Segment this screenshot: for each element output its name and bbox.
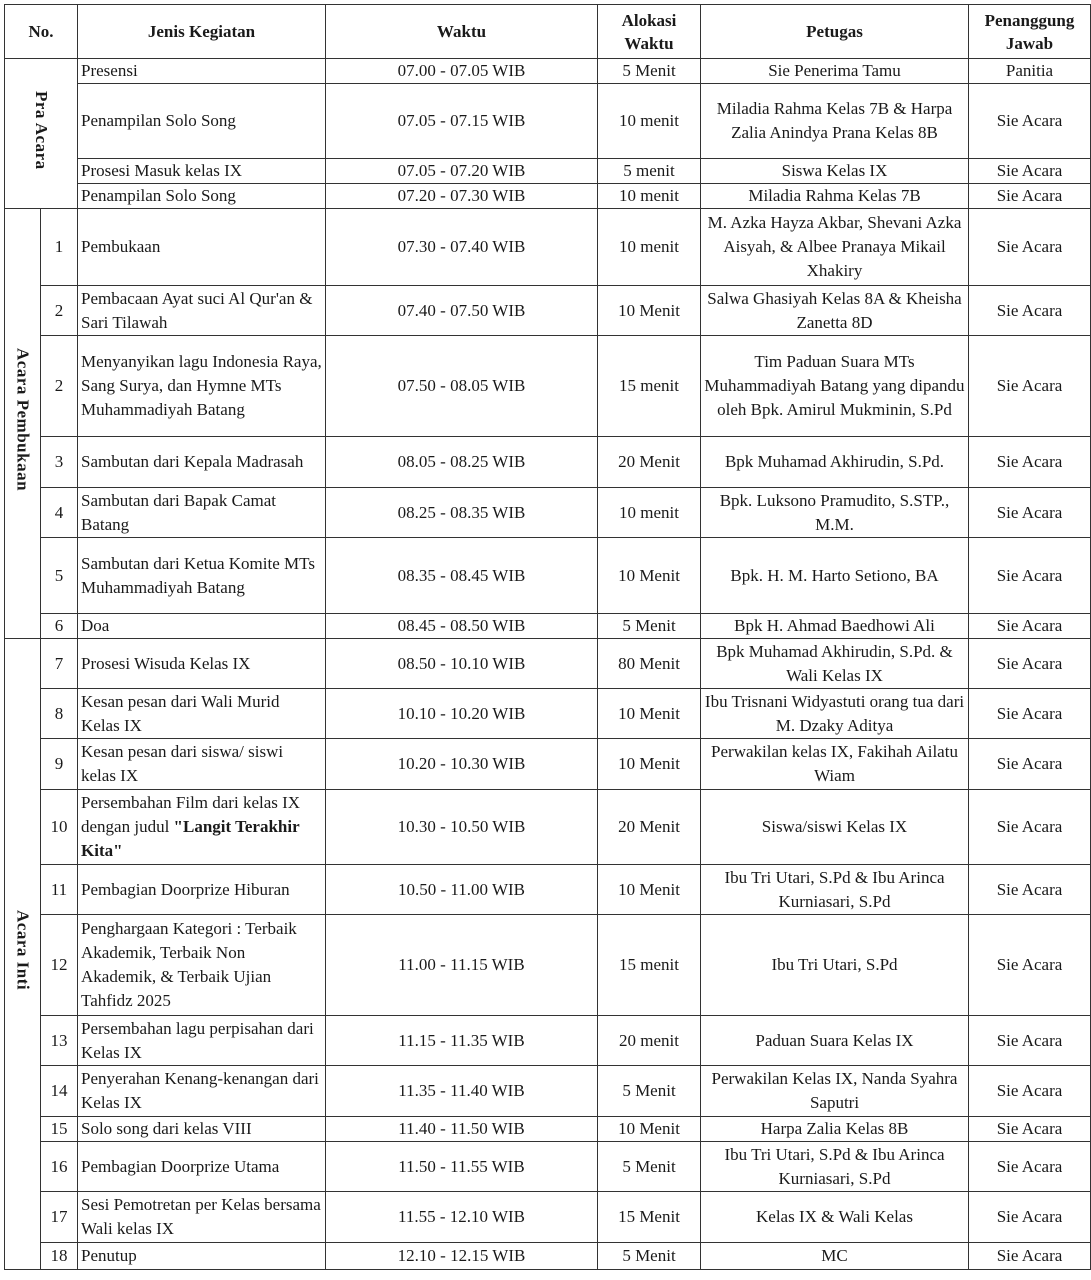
table-row <box>5 1142 1091 1192</box>
activity-cell: Penghargaan Kategori : Terbaik Akademik, Terbaik Non Akademik, & Terbaik Ujian Tahfidz 2025 <box>78 915 326 1016</box>
activity-cell: Menyanyikan lagu Indonesia Raya, Sang Surya, dan Hymne MTs Muhammadiyah Batang <box>78 336 326 437</box>
table-row <box>5 1243 1091 1270</box>
activity-cell: Doa <box>78 614 326 639</box>
section-acara-inti <box>5 639 41 1270</box>
allocation-cell: 15 menit <box>598 915 701 1016</box>
responsible-cell: Sie Acara <box>969 739 1091 790</box>
allocation-cell: 5 Menit <box>598 1142 701 1192</box>
allocation-cell: 10 Menit <box>598 538 701 614</box>
officer-cell: Ibu Trisnani Widyastuti orang tua dari M. Dzaky Aditya <box>701 689 969 739</box>
header-activity: Jenis Kegiatan <box>78 5 326 59</box>
responsible-cell: Sie Acara <box>969 1016 1091 1066</box>
activity-cell: Penutup <box>78 1243 326 1270</box>
table-row <box>5 1066 1091 1117</box>
table-row <box>5 59 1091 84</box>
officer-cell: MC <box>701 1243 969 1270</box>
header-allocation <box>598 5 701 59</box>
table-row <box>5 209 1091 286</box>
activity-cell: Penampilan Solo Song <box>78 184 326 209</box>
allocation-cell: 10 Menit <box>598 286 701 336</box>
row-number: 10 <box>41 790 78 865</box>
time-cell: 12.10 - 12.15 WIB <box>326 1243 598 1270</box>
table-row <box>5 689 1091 739</box>
officer-cell: Miladia Rahma Kelas 7B <box>701 184 969 209</box>
responsible-cell: Sie Acara <box>969 1066 1091 1117</box>
responsible-cell: Sie Acara <box>969 184 1091 209</box>
officer-cell: Bpk. H. M. Harto Setiono, BA <box>701 538 969 614</box>
responsible-cell: Panitia <box>969 59 1091 84</box>
row-number: 15 <box>41 1117 78 1142</box>
allocation-cell: 10 Menit <box>598 689 701 739</box>
allocation-cell: 10 menit <box>598 209 701 286</box>
row-number: 1 <box>41 209 78 286</box>
responsible-cell: Sie Acara <box>969 286 1091 336</box>
allocation-cell: 15 Menit <box>598 1192 701 1243</box>
time-cell: 11.15 - 11.35 WIB <box>326 1016 598 1066</box>
row-number: 2 <box>41 286 78 336</box>
allocation-cell: 5 Menit <box>598 1066 701 1117</box>
activity-cell: Pembacaan Ayat suci Al Qur'an & Sari Tilawah <box>78 286 326 336</box>
officer-cell: Bpk Muhamad Akhirudin, S.Pd. <box>701 437 969 488</box>
responsible-cell: Sie Acara <box>969 488 1091 538</box>
header-allocation-line1: Alokasi <box>621 10 677 30</box>
responsible-cell: Sie Acara <box>969 1142 1091 1192</box>
officer-cell: Perwakilan kelas IX, Fakihah Ailatu Wiam <box>701 739 969 790</box>
row-number: 4 <box>41 488 78 538</box>
table-row <box>5 286 1091 336</box>
header-no: No. <box>5 5 78 59</box>
time-cell: 08.05 - 08.25 WIB <box>326 437 598 488</box>
activity-cell: Pembagian Doorprize Utama <box>78 1142 326 1192</box>
allocation-cell: 5 menit <box>598 159 701 184</box>
time-cell: 10.10 - 10.20 WIB <box>326 689 598 739</box>
allocation-cell: 20 Menit <box>598 790 701 865</box>
table-row <box>5 915 1091 1016</box>
table-row <box>5 538 1091 614</box>
table-row <box>5 639 1091 689</box>
time-cell: 08.35 - 08.45 WIB <box>326 538 598 614</box>
section-label: Acara Pembukaan <box>13 348 33 492</box>
officer-cell: Siswa Kelas IX <box>701 159 969 184</box>
section-acara-pembukaan <box>5 209 41 639</box>
header-row <box>5 5 1091 59</box>
time-cell: 07.20 - 07.30 WIB <box>326 184 598 209</box>
activity-cell: Kesan pesan dari Wali Murid Kelas IX <box>78 689 326 739</box>
film-title: "Langit Terakhir Kita" <box>81 817 300 860</box>
officer-cell: Paduan Suara Kelas IX <box>701 1016 969 1066</box>
section-pra-acara <box>5 59 78 209</box>
activity-cell: Sambutan dari Bapak Camat Batang <box>78 488 326 538</box>
officer-cell: Siswa/siswi Kelas IX <box>701 790 969 865</box>
officer-cell: Harpa Zalia Kelas 8B <box>701 1117 969 1142</box>
allocation-cell: 20 menit <box>598 1016 701 1066</box>
activity-cell: Kesan pesan dari siswa/ siswi kelas IX <box>78 739 326 790</box>
row-number: 14 <box>41 1066 78 1117</box>
time-cell: 11.50 - 11.55 WIB <box>326 1142 598 1192</box>
row-number: 16 <box>41 1142 78 1192</box>
activity-text: Persembahan Film dari kelas IX dengan judul <box>81 793 301 836</box>
table-row <box>5 336 1091 437</box>
time-cell: 11.55 - 12.10 WIB <box>326 1192 598 1243</box>
responsible-cell: Sie Acara <box>969 84 1091 159</box>
time-cell: 10.20 - 10.30 WIB <box>326 739 598 790</box>
officer-cell: Bpk. Luksono Pramudito, S.STP., M.M. <box>701 488 969 538</box>
responsible-cell: Sie Acara <box>969 790 1091 865</box>
section-label: Pra Acara <box>32 90 51 170</box>
table-row <box>5 84 1091 159</box>
activity-cell: Sesi Pemotretan per Kelas bersama Wali kelas IX <box>78 1192 326 1243</box>
header-officer: Petugas <box>701 5 969 59</box>
row-number: 18 <box>41 1243 78 1270</box>
officer-cell: Ibu Tri Utari, S.Pd & Ibu Arinca Kurniasari, S.Pd <box>701 865 969 915</box>
allocation-cell: 10 Menit <box>598 865 701 915</box>
responsible-cell: Sie Acara <box>969 614 1091 639</box>
allocation-cell: 10 Menit <box>598 739 701 790</box>
row-number: 12 <box>41 915 78 1016</box>
header-responsible-line1: Penanggung <box>984 10 1075 30</box>
activity-cell: Pembukaan <box>78 209 326 286</box>
row-number: 6 <box>41 614 78 639</box>
table-row <box>5 865 1091 915</box>
table-row <box>5 1117 1091 1142</box>
row-number: 11 <box>41 865 78 915</box>
allocation-cell: 10 menit <box>598 84 701 159</box>
table-row <box>5 184 1091 209</box>
allocation-cell: 5 Menit <box>598 614 701 639</box>
allocation-cell: 5 Menit <box>598 1243 701 1270</box>
responsible-cell: Sie Acara <box>969 689 1091 739</box>
activity-cell: Prosesi Wisuda Kelas IX <box>78 639 326 689</box>
time-cell: 07.50 - 08.05 WIB <box>326 336 598 437</box>
officer-cell: Ibu Tri Utari, S.Pd & Ibu Arinca Kurniasari, S.Pd <box>701 1142 969 1192</box>
time-cell: 10.50 - 11.00 WIB <box>326 865 598 915</box>
activity-cell: Sambutan dari Ketua Komite MTs Muhammadiyah Batang <box>78 538 326 614</box>
table-row <box>5 159 1091 184</box>
table-row <box>5 614 1091 639</box>
allocation-cell: 10 Menit <box>598 1117 701 1142</box>
activity-cell: Penyerahan Kenang-kenangan dari Kelas IX <box>78 1066 326 1117</box>
allocation-cell: 80 Menit <box>598 639 701 689</box>
officer-cell: Tim Paduan Suara MTs Muhammadiyah Batang yang dipandu oleh Bpk. Amirul Mukminin, S.Pd <box>701 336 969 437</box>
time-cell: 08.45 - 08.50 WIB <box>326 614 598 639</box>
activity-cell <box>78 790 326 865</box>
responsible-cell: Sie Acara <box>969 336 1091 437</box>
row-number: 2 <box>41 336 78 437</box>
responsible-cell: Sie Acara <box>969 159 1091 184</box>
row-number: 8 <box>41 689 78 739</box>
time-cell: 07.05 - 07.20 WIB <box>326 159 598 184</box>
header-time: Waktu <box>326 5 598 59</box>
time-cell: 08.25 - 08.35 WIB <box>326 488 598 538</box>
table-row <box>5 790 1091 865</box>
responsible-cell: Sie Acara <box>969 639 1091 689</box>
responsible-cell: Sie Acara <box>969 915 1091 1016</box>
row-number: 13 <box>41 1016 78 1066</box>
officer-cell: Miladia Rahma Kelas 7B & Harpa Zalia Anindya Prana Kelas 8B <box>701 84 969 159</box>
row-number: 7 <box>41 639 78 689</box>
time-cell: 10.30 - 10.50 WIB <box>326 790 598 865</box>
responsible-cell: Sie Acara <box>969 1117 1091 1142</box>
officer-cell: Salwa Ghasiyah Kelas 8A & Kheisha Zanetta 8D <box>701 286 969 336</box>
responsible-cell: Sie Acara <box>969 209 1091 286</box>
table-row <box>5 739 1091 790</box>
activity-cell: Persembahan lagu perpisahan dari Kelas IX <box>78 1016 326 1066</box>
time-cell: 07.30 - 07.40 WIB <box>326 209 598 286</box>
officer-cell: Ibu Tri Utari, S.Pd <box>701 915 969 1016</box>
responsible-cell: Sie Acara <box>969 865 1091 915</box>
time-cell: 11.40 - 11.50 WIB <box>326 1117 598 1142</box>
activity-cell: Sambutan dari Kepala Madrasah <box>78 437 326 488</box>
officer-cell: M. Azka Hayza Akbar, Shevani Azka Aisyah, & Albee Pranaya Mikail Xhakiry <box>701 209 969 286</box>
officer-cell: Kelas IX & Wali Kelas <box>701 1192 969 1243</box>
section-label: Acara Inti <box>13 910 33 991</box>
header-responsible-line2: Jawab <box>1005 33 1054 53</box>
allocation-cell: 20 Menit <box>598 437 701 488</box>
time-cell: 07.05 - 07.15 WIB <box>326 84 598 159</box>
row-number: 5 <box>41 538 78 614</box>
responsible-cell: Sie Acara <box>969 437 1091 488</box>
header-allocation-line2: Waktu <box>624 33 674 53</box>
officer-cell: Bpk H. Ahmad Baedhowi Ali <box>701 614 969 639</box>
allocation-cell: 5 Menit <box>598 59 701 84</box>
table-row <box>5 437 1091 488</box>
responsible-cell: Sie Acara <box>969 538 1091 614</box>
schedule-table <box>4 4 1091 1270</box>
table-row <box>5 1016 1091 1066</box>
time-cell: 08.50 - 10.10 WIB <box>326 639 598 689</box>
row-number: 9 <box>41 739 78 790</box>
activity-cell: Pembagian Doorprize Hiburan <box>78 865 326 915</box>
activity-cell: Presensi <box>78 59 326 84</box>
officer-cell: Perwakilan Kelas IX, Nanda Syahra Saputri <box>701 1066 969 1117</box>
responsible-cell: Sie Acara <box>969 1192 1091 1243</box>
activity-cell: Penampilan Solo Song <box>78 84 326 159</box>
header-responsible <box>969 5 1091 59</box>
officer-cell: Bpk Muhamad Akhirudin, S.Pd. & Wali Kelas IX <box>701 639 969 689</box>
time-cell: 11.00 - 11.15 WIB <box>326 915 598 1016</box>
time-cell: 11.35 - 11.40 WIB <box>326 1066 598 1117</box>
table-row <box>5 1192 1091 1243</box>
time-cell: 07.00 - 07.05 WIB <box>326 59 598 84</box>
allocation-cell: 10 menit <box>598 488 701 538</box>
responsible-cell: Sie Acara <box>969 1243 1091 1270</box>
activity-cell: Solo song dari kelas VIII <box>78 1117 326 1142</box>
row-number: 3 <box>41 437 78 488</box>
allocation-cell: 10 menit <box>598 184 701 209</box>
activity-cell: Prosesi Masuk kelas IX <box>78 159 326 184</box>
allocation-cell: 15 menit <box>598 336 701 437</box>
table-row <box>5 488 1091 538</box>
time-cell: 07.40 - 07.50 WIB <box>326 286 598 336</box>
officer-cell: Sie Penerima Tamu <box>701 59 969 84</box>
row-number: 17 <box>41 1192 78 1243</box>
